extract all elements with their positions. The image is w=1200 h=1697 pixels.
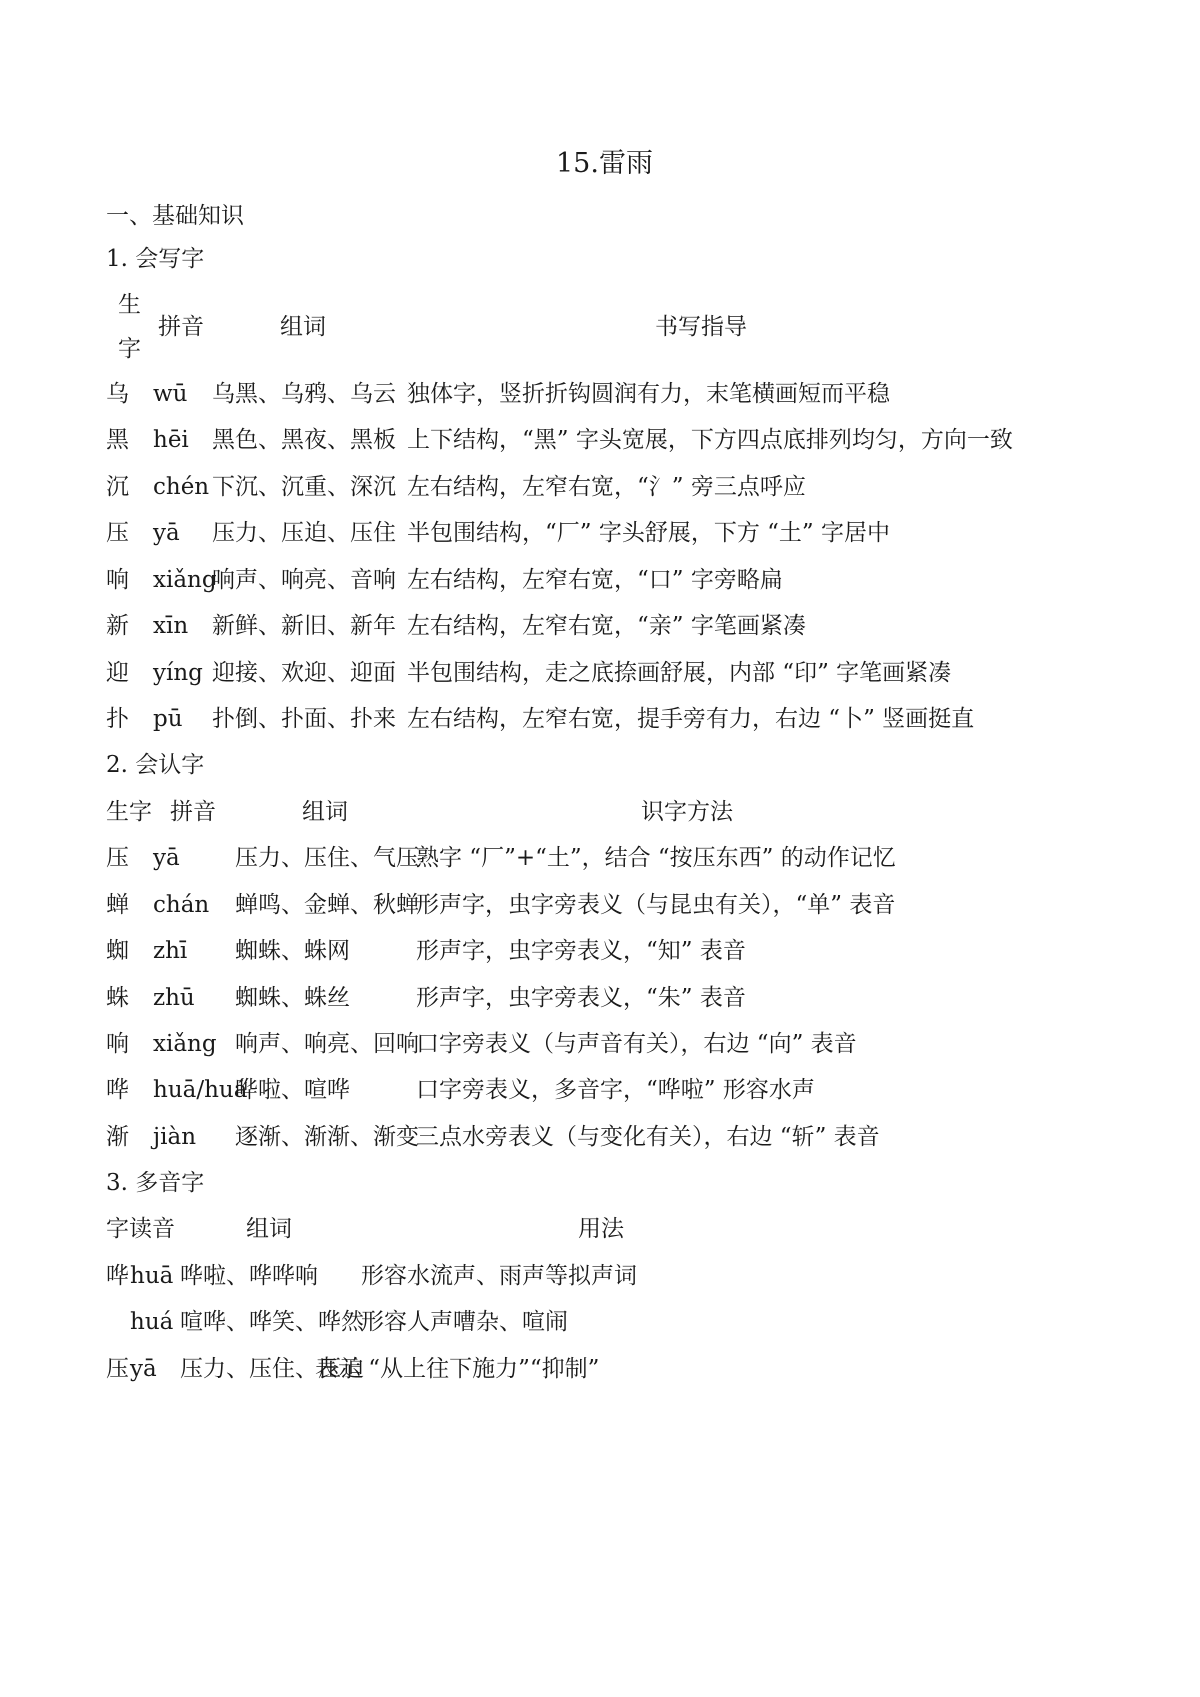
row-char: 乌 xyxy=(106,381,129,407)
row-words: 扑倒、扑面、扑来 xyxy=(212,706,396,732)
row-pinyin: huā/huá xyxy=(153,1077,248,1103)
row-words: 下沉、沉重、深沉 xyxy=(212,474,396,500)
header-pinyin: 拼音 xyxy=(158,314,204,340)
row-char: 蝉 xyxy=(106,892,129,918)
header-pinyin: 拼音 xyxy=(170,799,216,825)
row-guide: 半包围结构，走之底捺画舒展，内部 “印” 字笔画紧凑 xyxy=(407,660,952,686)
row-char: 渐 xyxy=(106,1124,129,1150)
row-char: 蜘 xyxy=(106,938,129,964)
row-guide: 半包围结构，“厂” 字头舒展，下方 “土” 字居中 xyxy=(407,520,890,546)
row-words: 喧哗、哗笑、哗然 xyxy=(180,1309,364,1335)
header-char-bottom: 字 xyxy=(118,336,141,362)
row-method: 形声字，虫字旁表义，“知” 表音 xyxy=(416,938,746,964)
row-char: 扑 xyxy=(106,706,129,732)
row-pinyin: hēi xyxy=(153,427,189,453)
row-method: 熟字 “厂”+“土”，结合 “按压东西” 的动作记忆 xyxy=(416,845,896,871)
row-reading: huā xyxy=(130,1263,174,1289)
row-char: 沉 xyxy=(106,474,129,500)
row-method: 形声字，虫字旁表义，“朱” 表音 xyxy=(416,985,746,1011)
row-reading: huá xyxy=(130,1309,174,1335)
row-pinyin: wū xyxy=(153,381,188,407)
row-pinyin: pū xyxy=(153,706,183,732)
row-words: 新鲜、新旧、新年 xyxy=(212,613,396,639)
header-usage: 用法 xyxy=(578,1216,624,1242)
subheading-write-chars: 1. 会写字 xyxy=(106,246,205,272)
row-pinyin: xīn xyxy=(153,613,189,639)
header-char-top: 生 xyxy=(118,292,141,318)
row-pinyin: jiàn xyxy=(153,1124,197,1150)
row-words: 迎接、欢迎、迎面 xyxy=(212,660,396,686)
row-pinyin: chén xyxy=(153,474,210,500)
row-pinyin: yā xyxy=(153,845,180,871)
row-char: 压 xyxy=(106,845,129,871)
row-words: 响声、响亮、回响 xyxy=(235,1031,419,1057)
row-pinyin: zhī xyxy=(153,938,188,964)
row-guide: 左右结构，左窄右宽，提手旁有力，右边 “卜” 竖画挺直 xyxy=(407,706,975,732)
row-guide: 左右结构，左窄右宽，“亲” 字笔画紧凑 xyxy=(407,613,806,639)
row-char: 压 xyxy=(106,1356,129,1382)
row-method: 三点水旁表义（与变化有关），右边 “斩” 表音 xyxy=(416,1124,880,1150)
row-char: 响 xyxy=(106,567,129,593)
row-words: 乌黑、乌鸦、乌云 xyxy=(212,381,396,407)
row-words: 响声、响亮、音响 xyxy=(212,567,396,593)
row-words: 蜘蛛、蛛丝 xyxy=(235,985,350,1011)
page-title: 15.雷雨 xyxy=(556,148,653,179)
row-pinyin: yā xyxy=(153,520,180,546)
subheading-polyphonic: 3. 多音字 xyxy=(106,1170,205,1196)
row-char: 哗 xyxy=(106,1263,129,1289)
row-words: 蝉鸣、金蝉、秋蝉 xyxy=(235,892,419,918)
row-guide: 上下结构，“黑” 字头宽展，下方四点底排列均匀，方向一致 xyxy=(407,427,1013,453)
row-method: 形声字，虫字旁表义（与昆虫有关），“单” 表音 xyxy=(416,892,896,918)
header-guide: 书写指导 xyxy=(655,314,747,340)
header-words: 组词 xyxy=(280,314,326,340)
row-words: 逐渐、渐渐、渐变 xyxy=(235,1124,419,1150)
row-method: 口字旁表义（与声音有关），右边 “向” 表音 xyxy=(416,1031,857,1057)
row-char: 黑 xyxy=(106,427,129,453)
row-reading: yā xyxy=(130,1356,157,1382)
row-char: 迎 xyxy=(106,660,129,686)
row-usage: 表示 “从上往下施力”“抑制” xyxy=(315,1356,600,1382)
row-words: 黑色、黑夜、黑板 xyxy=(212,427,396,453)
header-char-reading: 字读音 xyxy=(106,1216,175,1242)
row-char: 新 xyxy=(106,613,129,639)
row-char: 响 xyxy=(106,1031,129,1057)
row-method: 口字旁表义，多音字，“哗啦” 形容水声 xyxy=(416,1077,815,1103)
row-char: 蛛 xyxy=(106,985,129,1011)
row-char: 哗 xyxy=(106,1077,129,1103)
row-words: 压力、压迫、压住 xyxy=(212,520,396,546)
row-words: 蜘蛛、蛛网 xyxy=(235,938,350,964)
row-words: 哗啦、喧哗 xyxy=(235,1077,350,1103)
header-method: 识字方法 xyxy=(641,799,733,825)
row-pinyin: xiǎng xyxy=(153,1031,217,1057)
row-pinyin: xiǎng xyxy=(153,567,217,593)
row-pinyin: chán xyxy=(153,892,210,918)
row-pinyin: yíng xyxy=(153,660,203,686)
row-guide: 独体字，竖折折钩圆润有力，末笔横画短而平稳 xyxy=(407,381,890,407)
row-usage: 形容水流声、雨声等拟声词 xyxy=(361,1263,637,1289)
row-pinyin: zhū xyxy=(153,985,195,1011)
header-words: 组词 xyxy=(246,1216,292,1242)
subheading-recognize-chars: 2. 会认字 xyxy=(106,752,205,778)
section-heading-basics: 一、基础知识 xyxy=(106,203,244,229)
row-char: 压 xyxy=(106,520,129,546)
row-words: 压力、压住、压迫 xyxy=(180,1356,364,1382)
row-words: 哗啦、哗哗响 xyxy=(180,1263,318,1289)
row-guide: 左右结构，左窄右宽，“口” 字旁略扁 xyxy=(407,567,783,593)
row-words: 压力、压住、气压 xyxy=(235,845,419,871)
row-guide: 左右结构，左窄右宽，“氵” 旁三点呼应 xyxy=(407,474,806,500)
header-char: 生字 xyxy=(106,799,152,825)
header-words: 组词 xyxy=(302,799,348,825)
row-usage: 形容人声嘈杂、喧闹 xyxy=(361,1309,568,1335)
